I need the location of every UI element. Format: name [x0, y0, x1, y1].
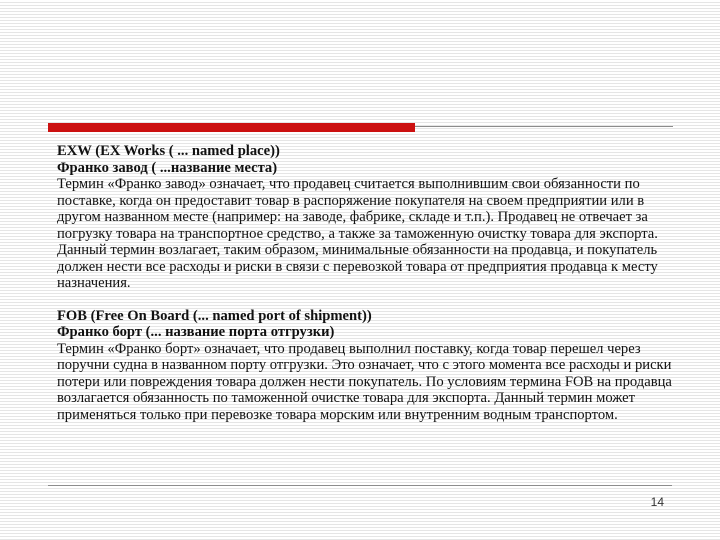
section-heading-en: EXW (EX Works ( ... named place)): [57, 143, 280, 159]
section-fob: [57, 308, 679, 424]
title-divider-line: [415, 126, 673, 127]
title-accent-bar: [48, 123, 415, 132]
slide-content: [57, 143, 679, 423]
section-heading-ru: Франко борт (... название порта отгрузки): [57, 324, 335, 340]
section-gap: [57, 292, 679, 308]
section-heading-en: FOB (Free On Board (... named port of shipment)): [57, 307, 372, 324]
section-body: Термин «Франко завод» означает, что продавец считается выполнившим свои обязанности по поставке, когда он предоставит товар в распоряжение покупателя на своем предприятии или в другом названном месте (например: на заводе, фабрике, складе и т.п.). Продавец не отвечает за погрузку товара на транспортное средство, а также за таможенную очистку товара для экспорта. Данный термин возлагает, таким образом, минимальные обязанности на продавца, и покупатель должен нести все расходы и риски в связи с перевозкой товара от предприятия продавца к месту назначения.: [57, 176, 658, 291]
section-exw: [57, 143, 679, 292]
page-number: 14: [650, 495, 664, 509]
section-heading-ru: Франко завод ( ...название места): [57, 159, 278, 176]
footer-divider-line: [48, 485, 672, 486]
section-body: Термин «Франко борт» означает, что продавец выполнил поставку, когда товар перешел через поручни судна в названном порту отгрузки. Это означает, что с этого момента все расходы и риски потери или повреждения товара должен нести покупатель. По условиям термина FOB на продавца возлагается обязанность по таможенной очистке товара для экспорта. Данный термин может применяться только при перевозке товара морским или внутренним водным транспортом.: [57, 340, 672, 423]
